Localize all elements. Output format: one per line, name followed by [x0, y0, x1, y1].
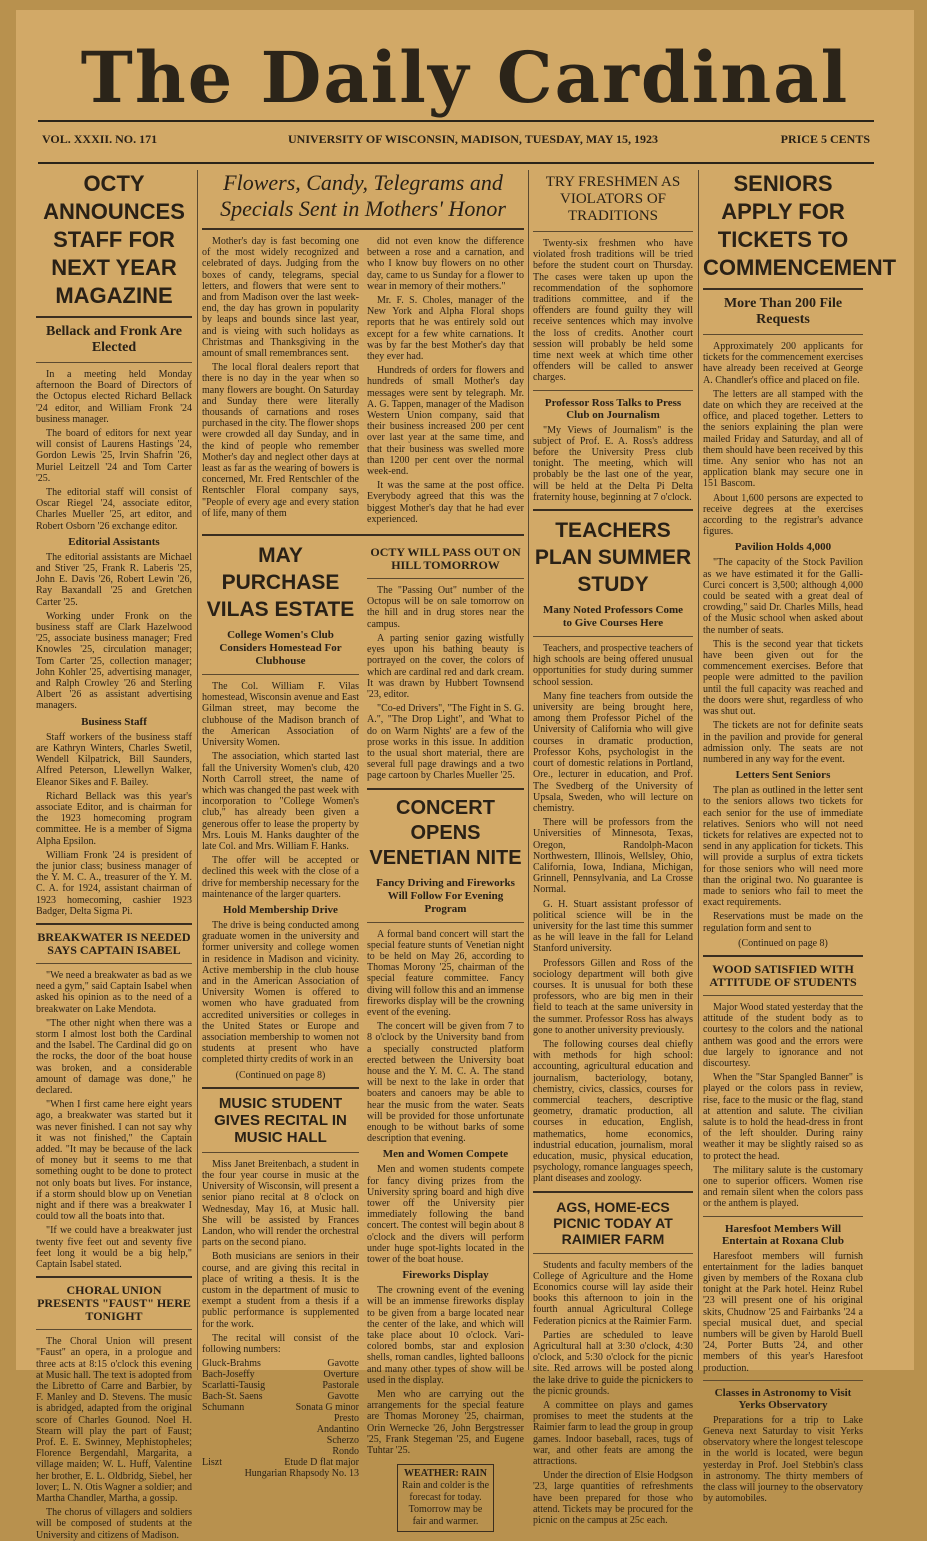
divider: [703, 288, 863, 290]
paragraph: When the "Star Spangled Banner" is played or the colors pass in review, rise, face to the music or the flag, stand at attention and salute. The civilian salute is to hold the head-dress in front of the left shoulder. During rainy weather it may be slightly raised so as to protect the head.: [703, 1072, 863, 1162]
section-subhead: Editorial Assistants: [68, 535, 160, 548]
section-subhead: Pavilion Holds 4,000: [734, 541, 832, 554]
paragraph: William Fronk '24 is president of the junior class; business manager of the Y. M. C. A., treasurer of the Y. M. C. A. for 1924, assistant chairman of 1923 homecoming, cashier 1923 Badger, Delta Sigma Pi.: [36, 849, 192, 917]
divider: [703, 1216, 863, 1217]
paragraph: "If we could have a breakwater just twenty five feet out and seventy five feet long it would be a big help," Captain Isabel stated.: [36, 1225, 192, 1271]
section-subhead: Hold Membership Drive: [223, 903, 338, 916]
paragraph: The local floral dealers report that there is no day in the year when so many flowers are bought. On Saturday and Sunday there were literally thousands of carnations and roses purchased in the city. The flower shops were crowded all day Sunday, and in the kind of people who remember Mother's day and neglect other days at least as far as the wearing of bowers is concerned, Mr. Fred Rentschler of the Rentschler Floral company says, "People of every age and every station of life, many of them: [202, 362, 359, 519]
mothers-day-right: [367, 236, 524, 528]
haresfoot-subhead: Haresfoot Members Will Entertain at Roxana Club: [722, 1222, 844, 1247]
divider: [533, 231, 693, 232]
paragraph: "The capacity of the Stock Pavilion as we have estimated it for the Galli-Curci concert is 3,500; although 4,000 could be seated with a great deal of crowding," said Dr. Charles Mills, head of the Music school when asked about the number of seats.: [703, 557, 863, 636]
continued-note: (Continued on page 8): [235, 1069, 326, 1081]
mothers-day-headline: Flowers, Candy, Telegrams and Specials Sent in Mothers' Honor: [220, 170, 506, 221]
divider: [202, 1087, 359, 1089]
program-row: Rondo: [332, 1446, 359, 1458]
paragraph: Approximately 200 applicants for tickets for the commencement exercises have already been received at George A. Chandler's office and placed on file.: [703, 341, 863, 386]
weather-forecast: Rain and colder is the forecast for today. Tomorrow may be fair and warmer.: [401, 1480, 490, 1528]
divider: [703, 334, 863, 335]
freshmen-headline: TRY FRESHMEN AS VIOLATORS OF TRADITIONS: [545, 174, 681, 224]
divider: [36, 923, 192, 925]
paragraph: The editorial assistants are Michael and Stiver '25, Frank R. Laberis '25, John E. Davis '26, Robert Lewin '26, Ray Baxandall '25 and Gretchen Carter '25.: [36, 551, 192, 608]
paragraph: Twenty-six freshmen who have violated frosh traditions will be tried before the student court on Thursday. The cases were taken up upon the recommendation of the sophomore traditions committee, and if the offenders are found guilty they will receive sentences which may involve the loss of credits. Another court session will probably be held some time next week at which time other offenders will be called to answer charges.: [533, 238, 693, 384]
dateline: [38, 120, 874, 164]
column-rule: [528, 170, 529, 1370]
divider: [202, 1152, 359, 1153]
teachers-subhead: Many Noted Professors Come to Give Courses Here: [542, 604, 684, 630]
paragraph: "We need a breakwater as bad as we need a gym," said Captain Isabel when asked his opinion as to the need of a breakwater on Lake Mendota.: [36, 969, 192, 1015]
paragraph: The "Passing Out" number of the Octopus will be on sale tomorrow on the hill and in drug stores near the campus.: [367, 585, 524, 630]
divider: [367, 922, 524, 923]
column-3: [533, 170, 693, 1527]
paragraph: The concert will be given from 7 to 8 o'clock by the University band from a specially constructed platform erected between the University boat house and the Y. M. C. A. The stand will be next to the lake in order that boaters and canoers may be able to hear the music from the water. Seats will be provided for those unfortunate enough to be without barks of some description that evening.: [367, 1021, 524, 1145]
newspaper-page: [16, 10, 914, 1541]
teachers-headline: TEACHERS PLAN SUMMER STUDY: [534, 519, 692, 597]
paragraph: Miss Janet Breitenbach, a student in the four year course in music at the University of Wisconsin, will present a senior piano recital at 8 o'clock on Wednesday, May 16, at Music hall. She will be assisted by Frances Landon, who will render the orchestral parts on the second piano.: [202, 1158, 359, 1249]
program-row: Liszt Etude D flat major: [202, 1457, 359, 1469]
divider: [533, 390, 693, 391]
lower-split: [202, 542, 524, 1540]
divider: [703, 955, 863, 957]
paragraph: Staff workers of the business staff are Kathryn Winters, Charles Swetil, Wendell Kilpatrick, Bill Saunders, Alfred Peterson, Llewellyn Walker, Eleanor Sikes and F. Bailey.: [36, 731, 192, 788]
paragraph: Teachers, and prospective teachers of high schools are being offered unusual opportunities for study during summer school session.: [533, 643, 693, 688]
weather-title: WEATHER: RAIN: [404, 1468, 487, 1480]
paragraph: Mother's day is fast becoming one of the most widely recognized and celebrated of days. Judging from the boxes of candy, telegrams, special letters, and flowers that were sent to and from Madison over the last week-end, the day has grown in popularity by leaps and bounds since last year, and is vieing with such holidays as Christmas and Thanksgiving in the amount of small remembrances sent.: [202, 236, 359, 360]
paragraph: The recital will consist of the following numbers:: [202, 1332, 359, 1356]
divider: [533, 636, 693, 637]
divider: [703, 995, 863, 996]
column-2: [202, 170, 524, 1528]
paragraph: Many fine teachers from outside the university are being brought here, among them Professor Pichel of the University of California who will give courses in dramatic production, Professor Kohs, psychologist in the court of domestic relations in Portland, Ore., lecturer in education, and Prof. The Svedberg of the University of Upsala, Sweden, who will lecture on chemistry.: [533, 690, 693, 814]
divider: [533, 509, 693, 511]
paragraph: This is the second year that tickets have been given out for the commencement exercises. Before that people were admitted to the pavilion until the full capacity was reached and the doors were shut, regardless of who was shut out.: [703, 638, 863, 718]
wood-headline: WOOD SATISFIED WITH ATTITUDE OF STUDENTS: [709, 961, 857, 989]
paragraph: The drive is being conducted among graduate women in the university and former university and college women in residence in Madison and vicinity. Active membership in the club house and in the American Association of University Women is offered to women who have graduated from accredited universities or colleges in the United States or Europe and association membership to women not students at present who have completed thirty credits of work in an: [202, 919, 359, 1066]
section-subhead: Letters Sent Seniors: [735, 769, 831, 782]
paragraph: did not even know the difference between a rose and a carnation, and who I know buy flowers on no other day, came to us Sunday for a flower to wear in memory of their mothers.": [367, 236, 524, 292]
paragraph: Students and faculty members of the College of Agriculture and the Home Economics course will lay aside their books this afternoon to join in the fourth annual Agricultural College Federation picnics at the Raimier Farm.: [533, 1259, 693, 1327]
continued-note: (Continued on page 8): [738, 937, 828, 949]
paragraph: The board of editors for next year will consist of Laurens Hastings '24, Gordon Lewis '25, Irvin Shafrin '26, Muriel Leitzell '24 and Tom Carter '25.: [36, 428, 192, 484]
divider: [703, 1380, 863, 1381]
paragraph: The association, which started last fall the University Women's club, 420 North Carroll street, the name of which was changed the past week with incorporation to "College Women's club," has already been given a generous offer to lease the property by Mrs. Louis M. Hanks daughter of the late Col. and Mrs. William F. Hanks.: [202, 751, 359, 852]
octy-pass-headline: OCTY WILL PASS OUT ON HILL TOMORROW: [370, 545, 521, 573]
paragraph: The offer will be accepted or declined this week with the close of a drive for membership necessary for the maintenance of the larger quarters.: [202, 855, 359, 900]
paragraph: The Choral Union will present "Faust" an opera, in a prologue and three acts at 8:15 o'clock this evening at Music hall. The text is adopted from the Libretto of Carre and Barbier, by F. Manley and D. Stevens. The music is abridged, adapted from the original score of Charles Gounod. Noel H. Stearn will play the part of Faust; Prof. E. E. Swinney, Mephistopheles; Florence Bergendahl, Margarita, a village maiden; W. L. Huff, Valentine her brother, E. L. Oldbridg, Siebel, her lover; L. N. Otis Wagner a soldier; and Martha Chandler, Martha, a gossip.: [36, 1336, 192, 1505]
divider: [533, 1253, 693, 1254]
seniors-subhead: More Than 200 File Requests: [723, 296, 843, 327]
mothers-day-body: [202, 236, 524, 528]
seniors-headline: SENIORS APPLY FOR TICKETS TO COMMENCEMENT: [703, 171, 897, 280]
paragraph: "When I first came here eight years ago, a breakwater was started but it was never finished. I can not say why it was not finished," the Captain added. "It may be because of the lack of money but it seems to me that something ought to be done to protect not only boats but lives. For instance, if a storm should blow up on Venetian night and if there was a breakwater I could tow all the boats into that.: [36, 1099, 192, 1223]
paragraph: In a meeting held Monday afternoon the Board of Directors of the Octopus elected Richard Bellack '24 editor, and William Fronk '24 business manager.: [36, 369, 192, 425]
paragraph: The tickets are not for definite seats in the pavilion and provide for general admission only. The seats are not numbered in any way for the event.: [703, 720, 863, 765]
paragraph: A formal band concert will start the special feature stunts of Venetian night to be held on May 26, according to Thomas Morony '25, chairman of the special feature committee. Fancy diving will follow this and an immense fireworks display will be the crowning event of the evening.: [367, 928, 524, 1018]
paragraph: The crowning event of the evening will be an immense fireworks display to be given from a barge located near the center of the lake, and which will take place about 10 o'clock. Vari-colored bombs, star and explosion shells, roman candles, lighted balloons and many other types of show will be used in the display.: [367, 1285, 524, 1386]
paragraph: Men who are carrying out the arrangements for the special feature are Thomas Moroney '25, chairman, Orin Wernecke '26, John Bergstresser '25, Frank Stegeman '25, and Eugene Tuhtar '25.: [367, 1389, 524, 1457]
section-subhead: Fireworks Display: [402, 1269, 489, 1282]
paragraph: The chorus of villagers and soldiers will be composed of students at the University and citizens of Madison.: [36, 1507, 192, 1541]
divider: [367, 578, 524, 579]
octy-headline: OCTY ANNOUNCES STAFF FOR NEXT YEAR MAGAZINE: [43, 171, 185, 308]
mothers-day-left: [202, 236, 359, 528]
divider: [36, 963, 192, 964]
column-rule: [197, 170, 198, 1370]
dateline-location-date: UNIVERSITY OF WISCONSIN, MADISON, TUESDAY, MAY 15, 1923: [288, 132, 658, 146]
paragraph: Both musicians are seniors in their course, and are giving this recital in place of writing a thesis. It is the custom in the department of music to exempt a student from a thesis if a public performance is supplemented for the work.: [202, 1251, 359, 1330]
paragraph: G. H. Stuart assistant professor of political science will be in the university for the last time this summer as he will leave in the fall for Leland Stanford university.: [533, 898, 693, 955]
paragraph: A parting senior gazing wistfully eyes upon his bathing beauty is portrayed on the cover, the colors of which are cardinal red and dark cream. It was drawn by Hubbert Townsend '23, editor.: [367, 632, 524, 700]
paragraph: Working under Fronk on the business staff are Clark Hazelwood '25, associate business manager; Fred Knowles '25, circulation manager; Tom Carter '25, collection manager; John Kohler '25, advertising manager, and Ralph Crowley '26 and Sterling Albert '26 as assistant advertising managers.: [36, 610, 192, 712]
divider: [367, 788, 524, 790]
section-subhead: Men and Women Compete: [382, 1148, 509, 1161]
program-row: Scherzo: [326, 1435, 359, 1447]
program-row: Bach-St. Saens Gavotte: [202, 1391, 359, 1403]
paragraph: "My Views of Journalism" is the subject of Prof. E. A. Ross's address before the University Press club tonight. The meeting, which will probably be the last one of the year, will be held at the Delta Pi Delta fraternity house, beginning at 7 o'clock.: [533, 424, 693, 503]
paragraph: Major Wood stated yesterday that the attitude of the student body as to courtesy to the colors and the national anthem was good and the errors were due largely to ignorance and not discourtesy.: [703, 1001, 863, 1069]
divider: [36, 1276, 192, 1278]
paragraph: Preparations for a trip to Lake Geneva next Saturday to visit Yerks observatory where the longest telescope in the world is located, were begun yesterday in Prof. Joel Stebbin's class in astronomy. The thirty members of the class will journey to the observatory by automobiles.: [703, 1414, 863, 1505]
breakwater-headline: BREAKWATER IS NEEDED SAYS CAPTAIN ISABEL: [37, 929, 191, 957]
vilas-column: [202, 542, 359, 1540]
paragraph: Reservations must be made on the regulation form and sent to: [703, 911, 863, 934]
column-rule: [698, 170, 699, 1370]
paragraph: About 1,600 persons are expected to receive degrees at the exercises according to the registrar's advance figures.: [703, 492, 863, 538]
astronomy-subhead: Classes in Astronomy to Visit Yerks Observatory: [714, 1386, 852, 1411]
octy-concert-column: [367, 542, 524, 1540]
divider: [202, 228, 524, 230]
vilas-subhead: College Women's Club Considers Homestead For Clubhouse: [219, 629, 342, 668]
recital-headline: MUSIC STUDENT GIVES RECITAL IN MUSIC HALL: [214, 1094, 347, 1146]
vilas-headline: MAY PURCHASE VILAS ESTATE: [206, 544, 355, 622]
concert-headline: CONCERT OPENS VENETIAN NITE: [369, 796, 522, 869]
column-1: [36, 170, 192, 1541]
choral-headline: CHORAL UNION PRESENTS "FAUST" HERE TONIGHT: [37, 1283, 191, 1324]
program-row: Scarlatti-Tausig Pastorale: [202, 1380, 359, 1392]
paragraph: Mr. F. S. Choles, manager of the New York and Alpha Floral shops reports that he was entirely sold out except for a few white carnations. It was by far the best Mother's day that they ever had.: [367, 295, 524, 363]
paragraph: Under the direction of Elsie Hodgson '23, large quantities of refreshments have been prepared for those who attend. Tickets may be procured for the picnic on the campus at 25c each.: [533, 1470, 693, 1527]
price: PRICE 5 CENTS: [780, 132, 870, 146]
recital-program: [202, 1358, 359, 1479]
program-row: Presto: [334, 1413, 359, 1425]
divider: [202, 534, 524, 536]
paragraph: Men and women students compete for fancy diving prizes from the University spring board and high dive tower off the University pier immediately following the band concert. The contest will begin about 8 o'clock and the divers will perform under huge spot-lights located in the tower of the boat house.: [367, 1164, 524, 1266]
volume-number: VOL. XXXII. NO. 171: [42, 132, 158, 146]
divider: [202, 674, 359, 675]
picnic-headline: AGS, HOME-ECS PICNIC TODAY AT RAIMIER FARM: [553, 1198, 673, 1247]
octy-subhead: Bellack and Fronk Are Elected: [45, 324, 182, 355]
paragraph: Richard Bellack was this year's associate Editor, and is chairman for the 1923 homecoming program committee. He is a member of Sigma Alpha Epsilon.: [36, 790, 192, 847]
divider: [36, 1329, 192, 1330]
divider: [36, 362, 192, 363]
program-row: Schumann Sonata G minor: [202, 1402, 359, 1414]
paragraph: Hundreds of orders for flowers and hundreds of small Mother's day messages were sent by telegraph. Mr. A. G. Tappen, manager of the Madison Western Union company, said that their business increased 200 per cent over last year at the same time, and that their business was swelled more than 1200 per cent over the normal week-end.: [367, 365, 524, 478]
divider: [533, 1191, 693, 1193]
section-subhead: Business Staff: [81, 715, 147, 728]
divider: [36, 316, 192, 318]
paragraph: Haresfoot members will furnish entertainment for the ladies banquet given by members of the Roxana club tonight at the Park hotel. Heinz Rubel '23 will present one of his original skits, Chudnow '25 and Fairbanks '24 a special musical duet, and special numbers will be given by Harold Buell '24, Porter Butts '24, and other members of this year's Haresfoot production.: [703, 1250, 863, 1374]
program-row: Andantino: [316, 1424, 359, 1436]
paragraph: A committee on plays and games promises to meet the students at the Raimier farm to lead the group in group games. Indoor baseball, races, tugs of war, and other feats are among the attractions.: [533, 1400, 693, 1468]
program-row: Hungarian Rhapsody No. 13: [244, 1468, 359, 1480]
paragraph: The military salute is the customary one to superior officers. Women rise and remain silent when the colors pass or the anthem is played.: [703, 1164, 863, 1210]
column-4: [703, 170, 897, 1505]
paragraph: Parties are scheduled to leave Agricultural hall at 3:30 o'clock, 4:30 o'clock, and 5:30 o'clock for the picnic site. Red arrows will be posted along the lake drive to guide the picnickers to the picnic grounds.: [533, 1329, 693, 1397]
paragraph: "Co-ed Drivers", "The Fight in S. G. A.", "The Drop Light", and 'What to do on Warm Nights' are a few of the prose works in this issue. In addition to the usual short material, there are several full page drawings and a two page cartoon by Charles Mueller '25.: [367, 703, 524, 782]
ross-subhead: Professor Ross Talks to Press Club on Journalism: [544, 396, 682, 421]
paragraph: The plan as outlined in the letter sent to the seniors allows two tickets for each senior for the use of immediate relatives. Seniors who will not need tickets for relatives are expected not to send in any application for tickets. This will provide a surplus of extra tickets for those seniors who will need more than the original two. No guarantee is made to seniors who fail to meet the exact requirements.: [703, 785, 863, 909]
paragraph: It was the same at the post office. Everybody agreed that this was the biggest Mother's day that he had ever experienced.: [367, 480, 524, 525]
paragraph: There will be professors from the Universities of Minnesota, Texas, Oregon, Randolph-Macon Northwestern, Illinois, Wellsley, Ohio, California, Iowa, Indiana, Michigan, Grinnell, Pennsylvania, and La Crosse Normal.: [533, 817, 693, 896]
program-row: Gluck-Brahms Gavotte: [202, 1358, 359, 1370]
concert-subhead: Fancy Driving and Fireworks Will Follow For Evening Program: [376, 876, 515, 915]
octy-body: [36, 369, 192, 917]
paragraph: The editorial staff will consist of Oscar Riegel '24, associate editor, Charles Mueller '25, art editor, and Robert Osborn '26 exchange editor.: [36, 487, 192, 532]
program-row: Bach-Joseffy Overture: [202, 1369, 359, 1381]
paragraph: Professors Gillen and Ross of the sociology department will both give courses. It is unusual for both these professors, who are big men in their field to teach at the same university in the summer. Professor Ross has always gone to another university previously.: [533, 957, 693, 1036]
paragraph: "The other night when there was a storm I almost lost both the Cardinal and the Isabel. The Cardinal did go on the rocks, the door of the boat house was broken, and a considerable amount of damage was done," he declared.: [36, 1017, 192, 1096]
weather-box: [397, 1464, 494, 1532]
paragraph: The following courses deal chiefly with methods for high school: accounting, agricultural education and journalism, bacteriology, botany, chemistry, civics, classics, courses for commercial teachers, descriptive geometry, dramatic production, all courses in education, English, mathematics, home economics, industrial education, journalism, moral education, music, physical education, psychology, romance languages speech, plant diseases and zoology.: [533, 1038, 693, 1185]
masthead-title: The Daily Cardinal: [80, 36, 850, 119]
paragraph: The letters are all stamped with the date on which they are received at the office, and placed together. Letters to the seniors explaining the plan were mailed Friday and Saturday, and all of them should have been received by this time. Any senior who has not an application blank may secure one in 151 Bascom.: [703, 388, 863, 490]
paragraph: The Col. William F. Vilas homestead, Wisconsin avenue and East Gilman street, may become the clubhouse of the Madison branch of the American Association of University Women.: [202, 681, 359, 749]
